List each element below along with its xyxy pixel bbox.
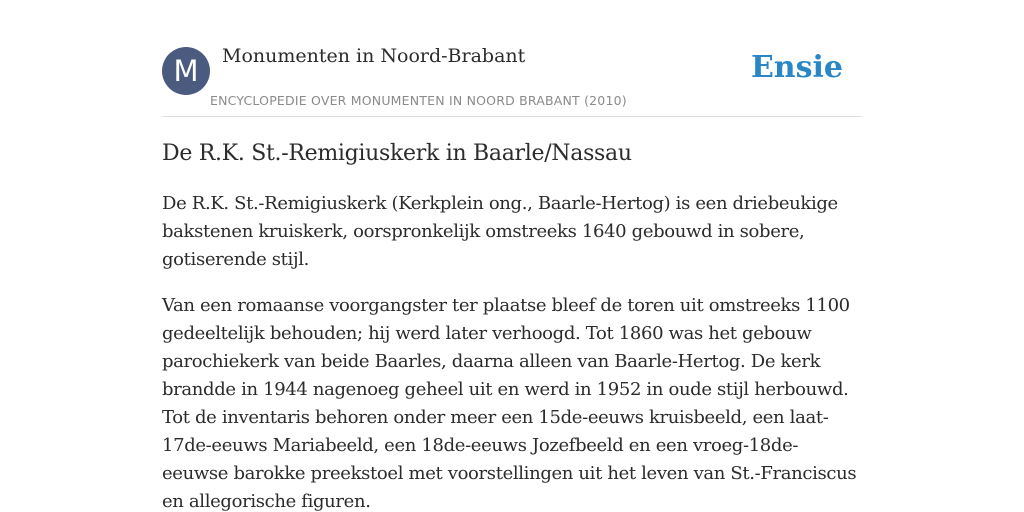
site-title[interactable]: Monumenten in Noord-Brabant: [222, 45, 526, 67]
article-title: De R.K. St.-Remigiuskerk in Baarle/Nassau: [162, 141, 632, 166]
avatar[interactable]: M: [162, 47, 210, 95]
source-header: [162, 0, 862, 117]
brand-logo[interactable]: Ensie: [750, 50, 843, 85]
article: [162, 138, 862, 512]
site-subtitle: ENCYCLOPEDIE OVER MONUMENTEN IN NOORD BRABANT (2010): [210, 93, 627, 108]
article-paragraph: Van een romaanse voorgangster ter plaatse bleef de toren uit omstreeks 1100 gedeeltelijk behouden; hij werd later verhoogd. Tot 1860 was het gebouw parochiekerk van beide Baarles, daarna alleen van Baarle-Hertog. De kerk brandde in 1944 nagenoeg geheel uit en werd in 1952 in oude stijl herbouwd. Tot de inventaris behoren onder meer een 15de-eeuws kruisbeeld, een laat-17de-eeuws Mariabeeld, een 18de-eeuws Jozefbeeld en een vroeg-18de-eeuwse barokke preekstoel met voorstellingen uit het leven van St.-Franciscus en allegorische figuren.: [162, 295, 857, 512]
article-paragraph: De R.K. St.-Remigiuskerk (Kerkplein ong., Baarle-Hertog) is een driebeukige bakstenen kruiskerk, oorspronkelijk omstreeks 1640 gebouwd in sobere, gotiserende stijl.: [162, 193, 838, 270]
